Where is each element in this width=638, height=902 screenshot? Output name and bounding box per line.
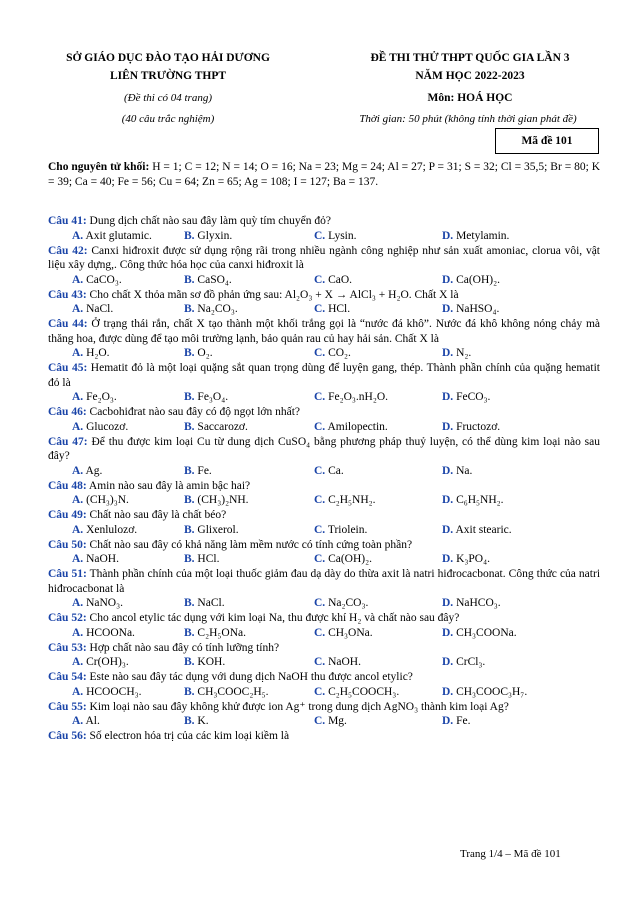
option-text: Fe. — [197, 464, 212, 477]
option-letter: A. — [72, 715, 84, 727]
option-text: Axit stearic. — [455, 523, 512, 536]
answer-options — [48, 523, 600, 538]
subject: Môn: HOÁ HỌC — [427, 92, 513, 104]
answer-option — [314, 685, 442, 700]
option-letter: A. — [72, 347, 84, 359]
question-stem: Cacbohiđrat nào sau đây có độ ngọt lớn nhất? — [86, 406, 301, 418]
option-text: Al. — [85, 715, 100, 727]
option-letter: C. — [314, 656, 326, 668]
answer-option — [184, 714, 314, 729]
answer-option — [442, 464, 582, 479]
option-letter: D. — [442, 420, 454, 433]
question-number: Câu 52: — [48, 612, 87, 624]
option-text: C₆H₅NH₂. — [456, 494, 504, 506]
answer-option — [48, 493, 184, 508]
option-text: Na. — [456, 464, 473, 477]
answer-option — [314, 346, 442, 361]
option-text: (CH₃)₂NH. — [197, 494, 249, 506]
answer-option — [314, 273, 442, 288]
option-letter: B. — [184, 347, 195, 359]
question-item — [48, 288, 600, 318]
question-text — [48, 567, 600, 596]
question-item — [48, 479, 600, 509]
answer-option — [314, 714, 442, 729]
option-text: H₂O. — [86, 347, 110, 359]
option-text: NaCl. — [197, 597, 225, 609]
option-text: Amilopectin. — [327, 420, 388, 433]
answer-options — [48, 685, 600, 700]
option-letter: A. — [72, 420, 84, 433]
option-letter: D. — [442, 494, 454, 506]
answer-options — [48, 464, 600, 479]
option-text: HCl. — [197, 553, 220, 565]
option-text: K₃PO₄. — [456, 553, 490, 565]
answer-option — [48, 685, 184, 700]
option-letter: A. — [72, 626, 84, 639]
question-text — [48, 508, 600, 523]
question-number: Câu 41: — [48, 215, 87, 227]
answer-option — [314, 552, 442, 567]
option-letter: C. — [314, 420, 326, 433]
question-number: Câu 43: — [48, 288, 87, 301]
option-text: Fructozơ. — [456, 420, 501, 433]
question-text — [48, 611, 600, 626]
option-text: Axit glutamic. — [85, 229, 152, 242]
answer-options — [48, 493, 600, 508]
option-text: NaNO₃. — [86, 597, 123, 609]
answer-option — [48, 390, 184, 405]
question-text — [48, 538, 600, 553]
option-letter: A. — [72, 523, 84, 536]
answer-option — [48, 523, 184, 538]
option-letter: D. — [442, 523, 454, 536]
question-stem: Số electron hóa trị của các kim loại kiềm là — [86, 730, 290, 742]
time-limit: Thời gian: 50 phút (không tính thời gian phát đề) — [359, 113, 577, 125]
answer-option — [442, 346, 582, 361]
option-letter: D. — [442, 715, 454, 727]
answer-option — [184, 626, 314, 641]
option-text: Ag. — [85, 464, 103, 477]
option-text: HCl. — [328, 303, 351, 315]
question-item — [48, 244, 600, 288]
question-text — [48, 405, 600, 420]
answer-option — [314, 390, 442, 405]
answer-options — [48, 596, 600, 611]
question-text — [48, 214, 600, 229]
answer-options — [48, 626, 600, 641]
question-text — [48, 361, 600, 390]
option-letter: D. — [442, 656, 454, 668]
option-text: (CH₃)₃N. — [86, 494, 129, 506]
option-letter: B. — [184, 597, 195, 609]
option-text: CaO. — [328, 273, 353, 286]
option-letter: D. — [442, 597, 454, 609]
answer-options — [48, 302, 600, 317]
question-number: Câu 42: — [48, 244, 88, 257]
question-item — [48, 538, 600, 568]
question-stem: Este nào sau đây tác dụng với dung dịch NaOH thu được ancol etylic? — [86, 671, 413, 683]
answer-options — [48, 273, 600, 288]
option-letter: A. — [72, 273, 84, 286]
answer-options — [48, 229, 600, 244]
question-item — [48, 611, 600, 641]
atomic-masses — [48, 160, 600, 190]
question-list — [48, 214, 600, 744]
option-letter: D. — [442, 391, 454, 403]
answer-options — [48, 552, 600, 567]
question-stem: Hematit đỏ là một loại quặng sắt quan trọng dùng để luyện gang, thép. Thành phần chính của quặng hematit đỏ là — [48, 362, 600, 389]
option-text: Lysin. — [328, 229, 357, 242]
option-letter: C. — [314, 347, 326, 359]
option-letter: A. — [72, 229, 84, 242]
option-letter: B. — [184, 494, 195, 506]
option-letter: D. — [442, 685, 454, 698]
page-count-note: (Đề thi có 04 trang) — [124, 92, 212, 104]
atomic-masses-label: Cho nguyên tử khối: — [48, 161, 150, 173]
option-letter: D. — [442, 303, 454, 315]
answer-option — [184, 273, 314, 288]
question-number: Câu 47: — [48, 435, 88, 448]
atomic-masses-values: H = 1; C = 12; N = 14; O = 16; Na = 23; Mg = 24; Al = 27; P = 31; S = 32; Cl = 35,5; Br = 80; K = 39; Ca = 40; Fe = 56; Cu = 64; Zn = 65; Ag = 108; I = 127; Ba = 137. — [48, 161, 600, 188]
answer-option — [442, 493, 582, 508]
option-text: HCOOCH₃. — [86, 685, 142, 698]
answer-option — [48, 273, 184, 288]
question-number: Câu 56: — [48, 730, 87, 742]
option-letter: D. — [442, 273, 454, 286]
page-footer: Trang 1/4 – Mã đề 101 — [460, 848, 561, 860]
answer-option — [184, 523, 314, 538]
option-letter: A. — [72, 303, 84, 315]
option-text: Glixerol. — [197, 523, 239, 536]
option-text: CH₃COONa. — [456, 626, 517, 639]
answer-option — [184, 655, 314, 670]
question-item — [48, 361, 600, 405]
answer-option — [184, 464, 314, 479]
question-text — [48, 729, 600, 744]
option-letter: B. — [184, 715, 195, 727]
question-item — [48, 670, 600, 700]
option-text: K. — [197, 715, 209, 727]
option-text: FeCO₃. — [456, 391, 491, 403]
option-letter: A. — [72, 597, 84, 609]
answer-option — [48, 552, 184, 567]
answer-option — [314, 464, 442, 479]
option-letter: C. — [314, 523, 326, 536]
option-text: CH₃COOC₂H₅. — [197, 685, 269, 698]
option-text: Fe₃O₄. — [197, 391, 229, 403]
school-department: SỞ GIÁO DỤC ĐÀO TẠO HẢI DƯƠNG — [66, 52, 270, 64]
option-text: Fe₂O₃.nH₂O. — [328, 391, 389, 403]
answer-option — [314, 626, 442, 641]
option-text: C₂H₅NH₂. — [328, 494, 376, 506]
answer-option — [48, 655, 184, 670]
answer-option — [184, 229, 314, 244]
option-text: NaOH. — [86, 553, 119, 565]
question-item — [48, 508, 600, 538]
option-text: NaCl. — [86, 303, 114, 315]
option-text: CH₃ONa. — [328, 626, 373, 639]
answer-options — [48, 655, 600, 670]
answer-options — [48, 420, 600, 435]
question-item — [48, 641, 600, 671]
question-number: Câu 48: — [48, 479, 87, 492]
option-letter: D. — [442, 229, 454, 242]
option-text: C₂H₅ONa. — [197, 626, 247, 639]
answer-option — [184, 420, 314, 435]
question-text — [48, 700, 600, 715]
option-letter: C. — [314, 626, 326, 639]
option-letter: B. — [184, 273, 195, 286]
exam-title: ĐỀ THI THỬ THPT QUỐC GIA LẦN 3 — [370, 52, 570, 64]
answer-option — [314, 655, 442, 670]
option-letter: C. — [314, 597, 326, 609]
option-letter: C. — [314, 494, 326, 506]
option-letter: B. — [184, 656, 195, 668]
question-number: Câu 50: — [48, 538, 87, 551]
question-number: Câu 46: — [48, 406, 87, 418]
option-text: Glucozơ. — [86, 420, 129, 433]
option-text: N₂. — [456, 347, 472, 359]
question-number: Câu 44: — [48, 318, 88, 330]
question-item — [48, 567, 600, 611]
option-text: Fe. — [456, 715, 471, 727]
option-text: CaCO₃. — [86, 273, 122, 286]
answer-option — [442, 685, 582, 700]
question-stem: Chất nào sau đây có khả năng làm mềm nước có tính cứng toàn phần? — [86, 538, 413, 551]
answer-option — [442, 655, 582, 670]
option-text: NaOH. — [328, 656, 361, 668]
option-letter: A. — [72, 656, 84, 668]
answer-option — [48, 464, 184, 479]
option-letter: D. — [442, 347, 454, 359]
question-number: Câu 49: — [48, 509, 87, 521]
option-letter: B. — [184, 391, 195, 403]
option-letter: B. — [184, 420, 195, 433]
answer-option — [184, 596, 314, 611]
option-text: Triolein. — [327, 523, 368, 536]
option-text: Na₂CO₃. — [197, 303, 238, 315]
question-item — [48, 317, 600, 361]
question-text — [48, 479, 600, 494]
option-text: Fe₂O₃. — [86, 391, 117, 403]
question-stem: Cho ancol etylic tác dụng với kim loại Na, thu được khí H₂ và chất nào sau đây? — [86, 612, 460, 624]
question-stem: Ở trạng thái rắn, chất X tạo thành một khối trắng gọi là “nước đá khô”. Nước đá khô không nóng chảy mà thăng hoa, được dùng để tạo môi trường lạnh, bảo quản rau củ hay hải sản. Chất X là — [48, 318, 600, 345]
option-text: CH₃COOC₃H₇. — [456, 685, 528, 698]
answer-option — [48, 346, 184, 361]
answer-option — [184, 346, 314, 361]
option-letter: B. — [184, 523, 195, 536]
option-text: NaHSO₄. — [456, 303, 500, 315]
option-text: CO₂. — [328, 347, 351, 359]
option-text: C₂H₅COOCH₃. — [328, 685, 400, 698]
option-letter: C. — [314, 464, 326, 477]
question-item — [48, 214, 600, 244]
option-letter: B. — [184, 685, 195, 698]
exam-code-box: Mã đề 101 — [495, 128, 599, 154]
question-stem: Dung dịch chất nào sau đây làm quỳ tím chuyển đỏ? — [86, 215, 331, 227]
option-letter: C. — [314, 553, 326, 565]
question-stem: Amin nào sau đây là amin bậc hai? — [86, 479, 251, 492]
question-stem: Kim loại nào sau đây không khử được ion Ag⁺ trong dung dịch AgNO₃ thành kim loại Ag? — [86, 700, 509, 713]
question-item — [48, 405, 600, 435]
question-stem: Hợp chất nào sau đây có tính lưỡng tính? — [86, 641, 280, 654]
answer-option — [314, 229, 442, 244]
answer-option — [314, 420, 442, 435]
question-text — [48, 670, 600, 685]
option-text: Ca(OH)₂. — [328, 553, 372, 565]
option-letter: A. — [72, 494, 84, 506]
answer-option — [184, 493, 314, 508]
answer-option — [314, 596, 442, 611]
question-item — [48, 435, 600, 479]
question-text — [48, 435, 600, 464]
option-letter: A. — [72, 685, 84, 698]
option-text: KOH. — [197, 656, 226, 668]
question-stem: Chất nào sau đây là chất béo? — [86, 509, 227, 521]
answer-option — [442, 390, 582, 405]
option-letter: D. — [442, 626, 454, 639]
answer-option — [48, 229, 184, 244]
answer-option — [442, 420, 582, 435]
answer-options — [48, 346, 600, 361]
option-text: Cr(OH)₃. — [86, 656, 129, 668]
option-text: Metylamin. — [456, 229, 510, 242]
option-text: CrCl₃. — [456, 656, 486, 668]
option-text: CaSO₄. — [197, 273, 232, 286]
option-letter: C. — [314, 391, 326, 403]
option-letter: B. — [184, 303, 195, 315]
question-stem: Thành phần chính của một loại thuốc giảm đau dạ dày do thừa axit là natri hiđrocacbonat. Công thức của natri hiđrocacbonat là — [48, 568, 601, 595]
option-letter: B. — [184, 626, 195, 639]
option-text: O₂. — [197, 347, 213, 359]
answer-option — [442, 229, 582, 244]
answer-option — [184, 390, 314, 405]
option-letter: A. — [72, 391, 84, 403]
option-letter: C. — [314, 229, 326, 242]
option-text: Mg. — [328, 715, 347, 727]
option-letter: B. — [184, 229, 195, 242]
option-text: Xenlulozơ. — [86, 523, 138, 536]
answer-option — [442, 552, 582, 567]
answer-option — [314, 302, 442, 317]
option-letter: C. — [314, 303, 326, 315]
answer-option — [442, 302, 582, 317]
question-number: Câu 51: — [48, 568, 87, 580]
answer-option — [442, 523, 582, 538]
option-letter: D. — [442, 553, 454, 565]
question-item — [48, 700, 600, 730]
answer-options — [48, 390, 600, 405]
question-stem: Cho chất X thỏa mãn sơ đồ phản ứng sau: Al₂O₃ + X → AlCl₃ + H₂O. Chất X là — [86, 288, 459, 301]
option-letter: C. — [314, 685, 326, 698]
option-text: Ca. — [328, 464, 344, 477]
answer-option — [442, 273, 582, 288]
option-letter: B. — [184, 464, 195, 477]
answer-option — [184, 552, 314, 567]
option-text: NaHCO₃. — [456, 597, 501, 609]
option-letter: C. — [314, 715, 326, 727]
answer-option — [442, 714, 582, 729]
question-count-note: (40 câu trắc nghiệm) — [121, 113, 215, 125]
question-number: Câu 55: — [48, 700, 87, 713]
option-text: Ca(OH)₂. — [456, 273, 500, 286]
question-number: Câu 54: — [48, 671, 87, 683]
answer-option — [184, 302, 314, 317]
question-number: Câu 53: — [48, 641, 87, 654]
option-letter: A. — [72, 553, 84, 565]
option-letter: B. — [184, 553, 195, 565]
question-stem: Canxi hiđroxit được sử dụng rộng rãi trong nhiều ngành công nghiệp như sản xuất amoniac, clorua vôi, vật liệu xây dựng,. Công thức hóa học của canxi hiđroxit là — [48, 244, 600, 271]
question-text — [48, 244, 600, 273]
option-letter: A. — [72, 464, 84, 477]
school-year: NĂM HỌC 2022-2023 — [415, 70, 525, 82]
option-letter: D. — [442, 464, 454, 477]
option-text: Na₂CO₃. — [328, 597, 369, 609]
question-item — [48, 729, 600, 744]
answer-options — [48, 714, 600, 729]
answer-option — [442, 626, 582, 641]
school-name: LIÊN TRƯỜNG THPT — [109, 70, 227, 82]
answer-option — [314, 493, 442, 508]
option-text: Saccarozơ. — [197, 420, 248, 433]
answer-option — [442, 596, 582, 611]
option-text: HCOONa. — [86, 626, 135, 639]
question-stem: Để thu được kim loại Cu từ dung dịch CuSO₄ bằng phương pháp thuỷ luyện, có thể dùng kim loại nào sau đây? — [48, 435, 600, 462]
answer-option — [48, 596, 184, 611]
answer-option — [48, 302, 184, 317]
option-text: Glyxin. — [197, 229, 233, 242]
answer-option — [184, 685, 314, 700]
answer-option — [48, 714, 184, 729]
question-text — [48, 641, 600, 656]
answer-option — [48, 420, 184, 435]
question-number: Câu 45: — [48, 362, 88, 374]
option-letter: C. — [314, 273, 326, 286]
answer-option — [48, 626, 184, 641]
question-text — [48, 317, 600, 346]
question-text — [48, 288, 600, 303]
answer-option — [314, 523, 442, 538]
